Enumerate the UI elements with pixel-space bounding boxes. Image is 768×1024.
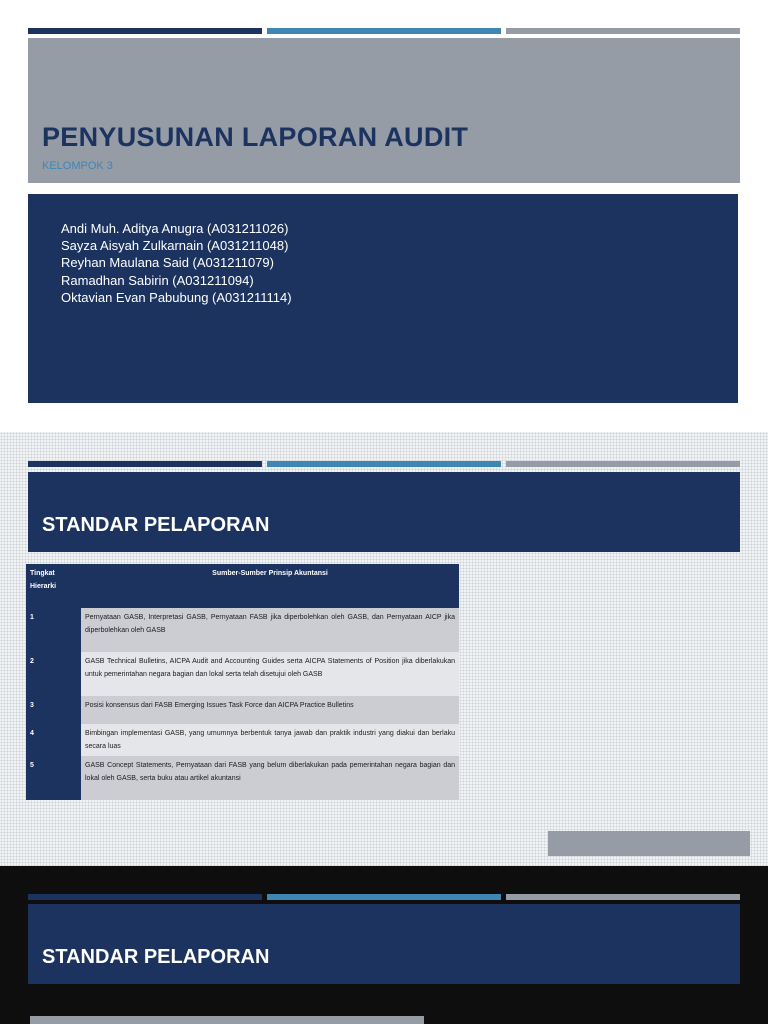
slide-standar-pelaporan-table — [0, 432, 768, 866]
content-placeholder-bar — [30, 1016, 424, 1024]
accent-bar-blue — [267, 894, 501, 900]
accent-bar-gray — [506, 894, 740, 900]
table-row — [26, 724, 459, 756]
accent-bars — [28, 28, 740, 34]
row-level: 5 — [26, 756, 81, 800]
row-level: 2 — [26, 652, 81, 696]
accent-bar-navy — [28, 461, 262, 467]
table-row — [26, 696, 459, 724]
table-row — [26, 756, 459, 800]
member-item: Sayza Aisyah Zulkarnain (A031211048) — [61, 238, 289, 254]
row-level: 1 — [26, 608, 81, 652]
member-item: Andi Muh. Aditya Anugra (A031211026) — [61, 221, 289, 236]
member-item: Oktavian Evan Pabubung (A031211114) — [61, 289, 292, 305]
table-header-row — [26, 564, 459, 608]
accent-bar-blue — [267, 461, 501, 467]
presentation-title: PENYUSUNAN LAPORAN AUDIT — [42, 122, 469, 152]
accent-bar-blue — [267, 28, 501, 34]
members-list — [61, 220, 292, 306]
accent-bar-navy — [28, 894, 262, 900]
slide-title: STANDAR PELAPORAN — [42, 946, 270, 968]
hierarchy-table — [26, 564, 459, 800]
accent-bar-gray — [506, 461, 740, 467]
row-level: 3 — [26, 696, 81, 724]
slide-title: STANDAR PELAPORAN — [42, 514, 270, 536]
accent-bar-gray — [506, 28, 740, 34]
decorative-gray-box — [548, 831, 750, 856]
member-item: Reyhan Maulana Said (A031211079) — [61, 255, 274, 271]
row-description: Pernyataan GASB, Interpretasi GASB, Pernyataan FASB jika diperbolehkan oleh GASB, dan Pernyataan AICP jika diperbolehkan oleh GASB — [81, 608, 459, 652]
presentation-subtitle: KELOMPOK 3 — [42, 160, 113, 172]
row-level: 4 — [26, 724, 81, 756]
slide-header-panel — [28, 904, 740, 984]
slide-title — [0, 0, 768, 432]
row-description: GASB Concept Statements, Pernyataan dari FASB yang belum diberlakukan pada pemerintahan negara bagian dan lokal oleh GASB, serta buku atau artikel akuntansi — [81, 756, 459, 800]
accent-bar-navy — [28, 28, 262, 34]
column-header-level: Tingkat Hierarki — [26, 564, 81, 608]
column-header-source: Sumber-Sumber Prinsip Akuntansi — [81, 564, 459, 608]
members-panel — [28, 194, 738, 403]
row-description: Posisi konsensus dari FASB Emerging Issues Task Force dan AICPA Practice Bulletins — [81, 696, 459, 724]
accent-bars — [28, 894, 740, 900]
member-item: Ramadhan Sabirin (A031211094) — [61, 272, 254, 288]
slide-header-panel — [28, 472, 740, 552]
row-description: Bimbingan implementasi GASB, yang umumnya berbentuk tanya jawab dan praktik industri yang diakui dan berlaku secara luas — [81, 724, 459, 756]
slide-standar-pelaporan — [0, 866, 768, 1024]
title-panel — [28, 38, 740, 183]
row-description: GASB Technical Bulletins, AICPA Audit and Accounting Guides serta AICPA Statements of Position jika diberlakukan untuk pemerintahan negara bagian dan lokal serta telah disetujui oleh GASB — [81, 652, 459, 696]
table-row — [26, 608, 459, 652]
table-row — [26, 652, 459, 696]
accent-bars — [28, 461, 740, 467]
